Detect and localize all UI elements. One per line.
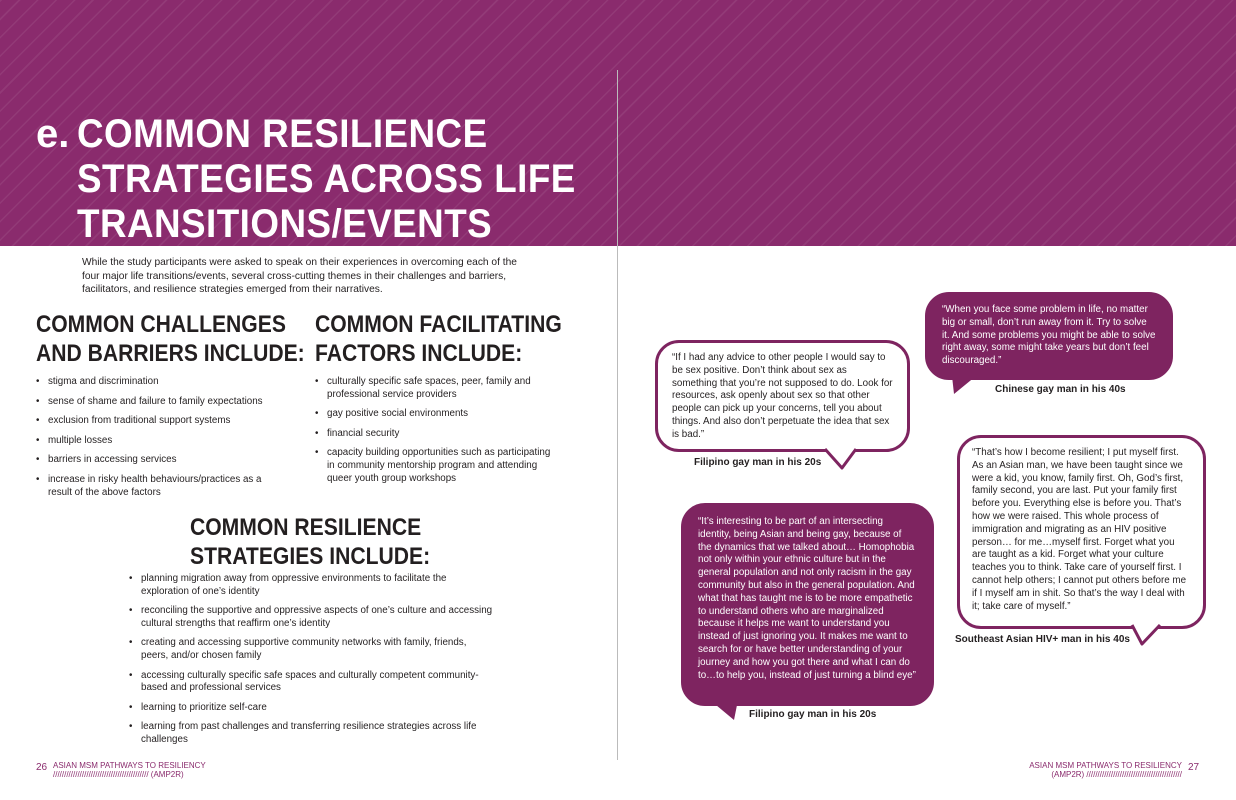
quote-attribution: Southeast Asian HIV+ man in his 40s <box>955 634 1130 645</box>
heading-line: AND BARRIERS INCLUDE: <box>36 340 305 367</box>
footer-line: ASIAN MSM PATHWAYS TO RESILIENCY <box>53 761 206 770</box>
challenges-section <box>36 310 305 506</box>
quote-bubble: “If I had any advice to other people I would say to be sex positive. Don’t think about sex as something that you’re not supposed to do. Look for resources, ask openly about sex so that other people can pick up your concerns, tell you about things. And also don’t perpetuate the idea that sex is bad.” <box>655 340 910 452</box>
list-item: • stigma and discrimination <box>36 376 276 389</box>
speech-tail-icon <box>822 448 868 472</box>
page-number-left: 26 <box>36 762 48 773</box>
facilitating-list <box>315 376 555 485</box>
title-line: TRANSITIONS/EVENTS <box>77 202 493 246</box>
list-item: • learning to prioritize self-care <box>129 702 494 715</box>
list-item: • sense of shame and failure to family expectations <box>36 396 276 409</box>
footer-line: (AMP2R) /////////////////////////////////////////// <box>1051 770 1182 779</box>
quote-bubble: “It’s interesting to be part of an intersecting identity, being Asian and being gay, because of the dynamics that we talked about… Homophobia not only within your ethnic culture but in the general population and not only racism in the gay community but also in the general population. And what that has taught me is to be more empathetic to understand others who are marginalized because it helps me want to understand you instead of just ignoring you. It makes me want to search for or have better understanding of your journey and how you got there and what I can do to…to help you, instead of just turning a blind eye” <box>681 503 934 706</box>
speech-tail-icon <box>708 700 748 722</box>
strategies-heading <box>190 513 480 571</box>
page-number-right: 27 <box>1188 762 1200 773</box>
quote-bubble: “That’s how I become resilient; I put myself first. As an Asian man, we have been taught since we were a kid, you know, family first. Oh, God’s first, family second, you are last. Put your family first before you. Everything else is before you. That’s how we were raised. This whole process of immigration and migrating as an HIV positive person… for me…myself first. Forget what you are taught as a kid. Forget what your culture teaches you to think. Take care of yourself first. I cannot help others; I cannot put others before me if I myself am in shit. So that’s the way I deal with it; take care of myself.” <box>957 435 1206 629</box>
footer-line: ASIAN MSM PATHWAYS TO RESILIENCY <box>1029 761 1182 770</box>
list-item: • multiple losses <box>36 435 276 448</box>
list-item: • creating and accessing supportive community networks with family, friends, peers, and/or chosen family <box>129 637 494 662</box>
list-item: • reconciling the supportive and oppressive aspects of one’s culture and accessing cultural strengths that reaffirm one’s identity <box>129 605 494 630</box>
list-item: • barriers in accessing services <box>36 454 276 467</box>
facilitating-section <box>315 310 565 492</box>
heading-line: COMMON FACILITATING <box>315 311 562 338</box>
challenges-list <box>36 376 276 499</box>
page-title <box>77 112 576 247</box>
page-spine <box>617 70 618 760</box>
strategies-list <box>129 573 494 754</box>
speech-tail-icon <box>950 376 990 396</box>
quote-attribution: Filipino gay man in his 20s <box>694 457 822 468</box>
title-line: STRATEGIES ACROSS LIFE <box>77 157 576 201</box>
section-letter: e. <box>36 112 70 156</box>
list-item: • culturally specific safe spaces, peer, family and professional service providers <box>315 376 555 401</box>
challenges-heading <box>36 310 305 368</box>
list-item: • planning migration away from oppressive environments to facilitate the exploration of one’s identity <box>129 573 494 598</box>
heading-line: COMMON RESILIENCE <box>190 514 422 541</box>
footer-right <box>1029 761 1182 779</box>
footer-left <box>53 761 206 779</box>
speech-tail-icon <box>1130 624 1170 648</box>
list-item: • gay positive social environments <box>315 408 555 421</box>
quote-bubble: “When you face some problem in life, no matter big or small, don’t run away from it. Try to solve it. And some problems you might be able to solve right away, some might take years but don’t feel discouraged.” <box>925 292 1173 380</box>
list-item: • financial security <box>315 428 555 441</box>
footer-line: /////////////////////////////////////////// (AMP2R) <box>53 770 184 779</box>
heading-line: FACTORS INCLUDE: <box>315 340 523 367</box>
list-item: • increase in risky health behaviours/practices as a result of the above factors <box>36 474 276 499</box>
list-item: • capacity building opportunities such as participating in community mentorship program and attending queer youth group workshops <box>315 447 555 485</box>
intro-paragraph: While the study participants were asked to speak on their experiences in overcoming each of the four major life transitions/events, several cross-cutting themes in their challenges and barriers, facilitators, and resilience strategies emerged from their narratives. <box>82 257 517 295</box>
facilitating-heading <box>315 310 562 368</box>
list-item: • exclusion from traditional support systems <box>36 415 276 428</box>
list-item: • accessing culturally specific safe spaces and culturally competent community-based and professional services <box>129 670 494 695</box>
title-line: COMMON RESILIENCE <box>77 112 488 156</box>
heading-line: STRATEGIES INCLUDE: <box>190 543 431 570</box>
strategies-section <box>190 513 520 571</box>
list-item: • learning from past challenges and transferring resilience strategies across life challenges <box>129 721 494 746</box>
quote-attribution: Filipino gay man in his 20s <box>749 709 877 720</box>
quote-attribution: Chinese gay man in his 40s <box>995 384 1126 395</box>
heading-line: COMMON CHALLENGES <box>36 311 286 338</box>
